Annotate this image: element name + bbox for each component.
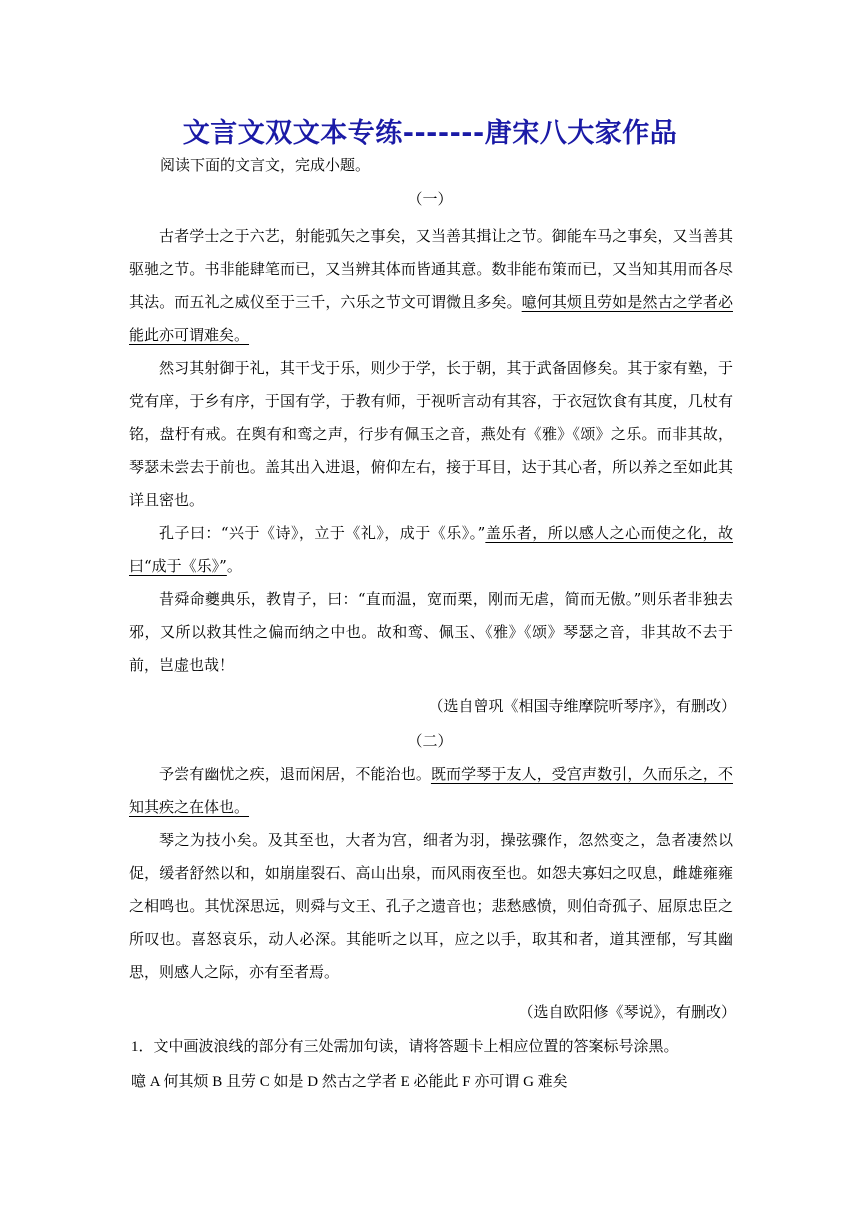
paragraph-text: 。 [226,557,242,575]
paragraph-text: 予尝有幽忧之疾，退而闲居，不能治也。 [159,765,431,783]
section-2-paragraph-1 [129,758,733,824]
section-1-paragraph-2: 然习其射御于礼，其干戈于乐，则少于学，长于朝，其于武备固修矣。其于家有塾，于党有庠，于乡有序，于国有学，于教有师，于视听言动有其容，于衣冠饮食有其度，几杖有铭，盘杅有戒。在舆有和鸾之声，行步有佩玉之音，燕处有《雅》《颂》之乐。而非其故，琴瑟未尝去于前也。盖其出入进退，俯仰左右，接于耳目，达于其心者，所以养之至如此其详且密也。 [129,359,733,509]
instructions: 阅读下面的文言文，完成小题。 [160,158,371,174]
section-2-paragraph-2: 琴之为技小矣。及其至也，大者为宫，细者为羽，操弦骤作，忽然变之，急者凄然以促，缓者舒然以和，如崩崖裂石、高山出泉，而风雨夜至也。如怨夫寡妇之叹息，雌雄雍雍之相鸣也。其忧深思远，则舜与文王、孔子之遗音也；悲愁感愤，则伯奇孤子、屈原忠臣之所叹也。喜怒哀乐，动人必深。其能听之以耳，应之以手，取其和者，道其湮郁，写其幽思，则感人之际，亦有至者焉。 [129,831,733,981]
question-1-options: 噫 A 何其烦 B 且劳 C 如是 D 然古之学者 E 必能此 F 亦可谓 G 难矣 [131,1074,568,1090]
wavy-underlined-text: 噫何其烦且劳如是然古之学者必能此亦可谓难矣。 [129,293,733,344]
section-1-label: （一） [407,192,453,208]
paragraph-text: 古者学士之于六艺，射能弧矢之事矣，又当善其揖让之节。御能车马之事矣，又当善其驱驰之节。书非能肆笔而已，又当辨其体而皆通其意。数非能布策而已，又当知其用而各尽其法。而五礼之威仪至于三千，六乐之节文可谓微且多矣。 [129,227,733,311]
section-1-body [129,220,733,682]
section-2-source: （选自欧阳修《琴说》，有删改） [518,1003,736,1021]
underlined-sentence: 盖乐者，所以感人之心而使之化，故曰“成于《乐》” [129,524,733,575]
section-1-paragraph-1 [129,220,733,352]
section-2-body [129,758,733,989]
section-1-paragraph-3 [129,517,733,583]
section-1-paragraph-4: 昔舜命夔典乐，教胄子，曰：“直而温，宽而栗，刚而无虐，简而无傲。”则乐者非独去邪，又所以救其性之偏而纳之中也。故和鸾、佩玉、《雅》《颂》琴瑟之音，非其故不去于前，岂虚也哉！ [129,590,733,674]
underlined-sentence: 既而学琴于友人，受宫声数引，久而乐之，不知其疾之在体也。 [129,765,733,816]
section-1-source: （选自曾巩《相国寺维摩院听琴序》，有删改） [428,697,736,715]
paragraph-text: 孔子曰：“兴于《诗》，立于《礼》，成于《乐》。” [159,524,486,542]
section-2-label: （二） [407,734,453,750]
document-title: 文言文双文本专练-------唐宋八大家作品 [182,118,678,149]
question-1-stem: 1．文中画波浪线的部分有三处需加句读，请将答题卡上相应位置的答案标号涂黑。 [131,1039,679,1055]
